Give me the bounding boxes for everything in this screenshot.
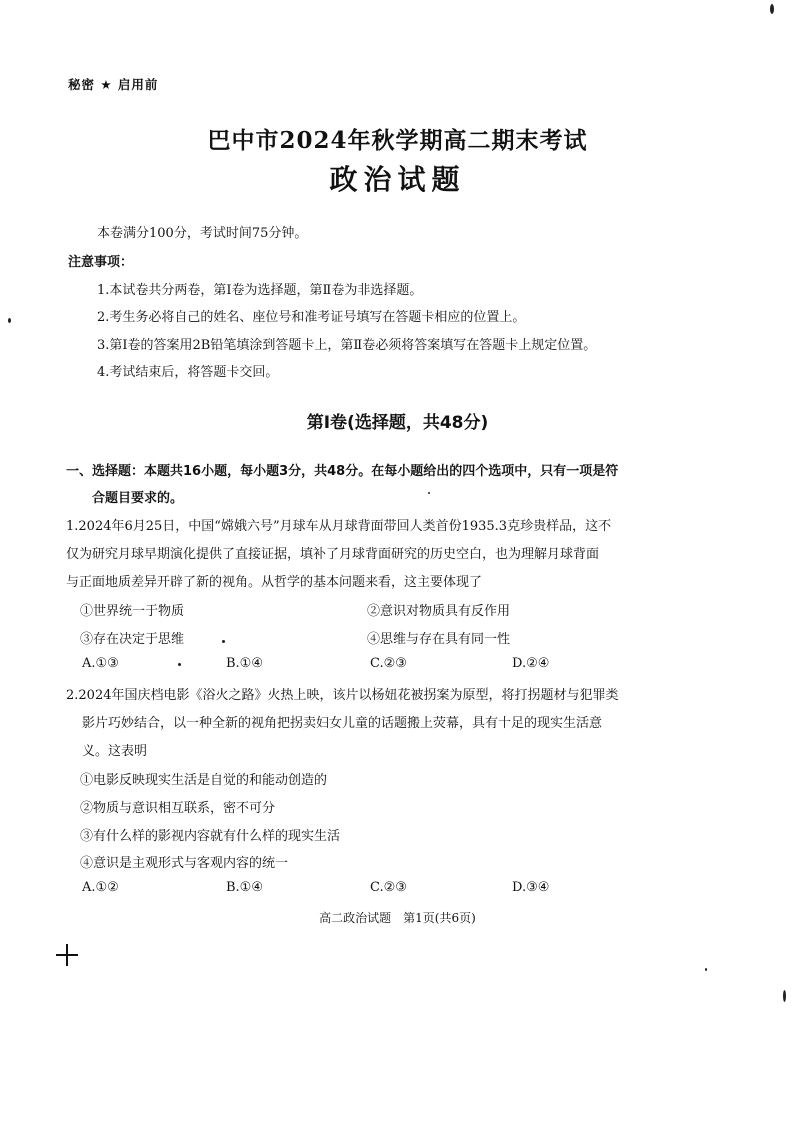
scan-speck xyxy=(222,640,225,643)
q1-statement: ②意识对物质具有反作用 xyxy=(367,604,511,619)
part1-instruction-cont: 合题目要求的。 xyxy=(92,491,184,506)
q2-statement: ①电影反映现实生活是自觉的和能动创造的 xyxy=(80,773,328,788)
q1-stem-line: 仅为研究月球早期演化提供了直接证据，填补了月球背面研究的历史空白，也为理解月球背面 xyxy=(66,547,600,562)
q2-stem-line: 影片巧妙结合，以一种全新的视角把拐卖妇女儿童的话题搬上荧幕，具有十足的现实生活意 xyxy=(82,716,603,731)
note-item: 2.考生务必将自己的姓名、座位号和准考证号填写在答题卡相应的位置上。 xyxy=(97,310,526,325)
q2-statement: ④意识是主观形式与客观内容的统一 xyxy=(80,856,289,871)
registration-cross-mark xyxy=(56,944,78,966)
section-title: 第Ⅰ卷(选择题，共48分) xyxy=(306,413,489,433)
scan-speck xyxy=(705,968,707,971)
q2-stem-line: 义。这表明 xyxy=(82,744,148,759)
secret-label: 秘密 ★ 启用前 xyxy=(68,77,159,92)
q2-statement: ③有什么样的影视内容就有什么样的现实生活 xyxy=(80,829,341,844)
q1-statement: ③存在决定于思维 xyxy=(80,632,185,647)
subject-title: 政治试题 xyxy=(329,163,466,196)
q2-choice-c: C.②③ xyxy=(370,880,407,895)
q1-choice-c: C.②③ xyxy=(370,656,407,671)
q2-choice-d: D.③④ xyxy=(512,880,550,895)
notes-heading: 注意事项： xyxy=(68,255,134,270)
scan-speck xyxy=(428,492,430,494)
q1-choice-a: A.①③ xyxy=(82,656,119,671)
q2-stem-line: 2.2024年国庆档电影《浴火之路》火热上映，该片以杨妞花被拐案为原型，将打拐题材与犯罪类 xyxy=(66,688,619,703)
note-item: 4.考试结束后，将答题卡交回。 xyxy=(97,365,279,380)
q2-statement: ②物质与意识相互联系，密不可分 xyxy=(80,801,276,816)
note-item: 1.本试卷共分两卷，第Ⅰ卷为选择题，第Ⅱ卷为非选择题。 xyxy=(97,283,423,298)
q2-choice-a: A.①② xyxy=(82,880,119,895)
q1-statement: ④思维与存在具有同一性 xyxy=(367,632,511,647)
scan-speck xyxy=(783,990,786,1002)
scan-speck xyxy=(770,4,774,14)
part1-instruction: 一、选择题：本题共16小题，每小题3分，共48分。在每小题给出的四个选项中，只有一项是符 xyxy=(66,464,619,479)
q2-choice-b: B.①④ xyxy=(226,880,263,895)
q1-stem-line: 1.2024年6月25日，中国“嫦娥六号”月球车从月球背面带回人类首份1935.3克珍贵样品，这不 xyxy=(66,519,612,534)
scan-speck xyxy=(178,663,181,666)
q1-statement: ①世界统一于物质 xyxy=(80,604,185,619)
q1-choice-b: B.①④ xyxy=(226,656,263,671)
page-footer: 高二政治试题 第1页(共6页) xyxy=(319,911,476,925)
intro-text: 本卷满分100分，考试时间75分钟。 xyxy=(97,226,308,241)
q1-stem-line: 与正面地质差异开辟了新的视角。从哲学的基本问题来看，这主要体现了 xyxy=(66,575,483,590)
q1-choice-d: D.②④ xyxy=(512,656,550,671)
scan-speck xyxy=(8,318,11,323)
exam-title: 巴中市2024年秋学期高二期末考试 xyxy=(207,127,588,154)
note-item: 3.第Ⅰ卷的答案用2B铅笔填涂到答题卡上，第Ⅱ卷必须将答案填写在答题卡上规定位置。 xyxy=(97,338,597,353)
